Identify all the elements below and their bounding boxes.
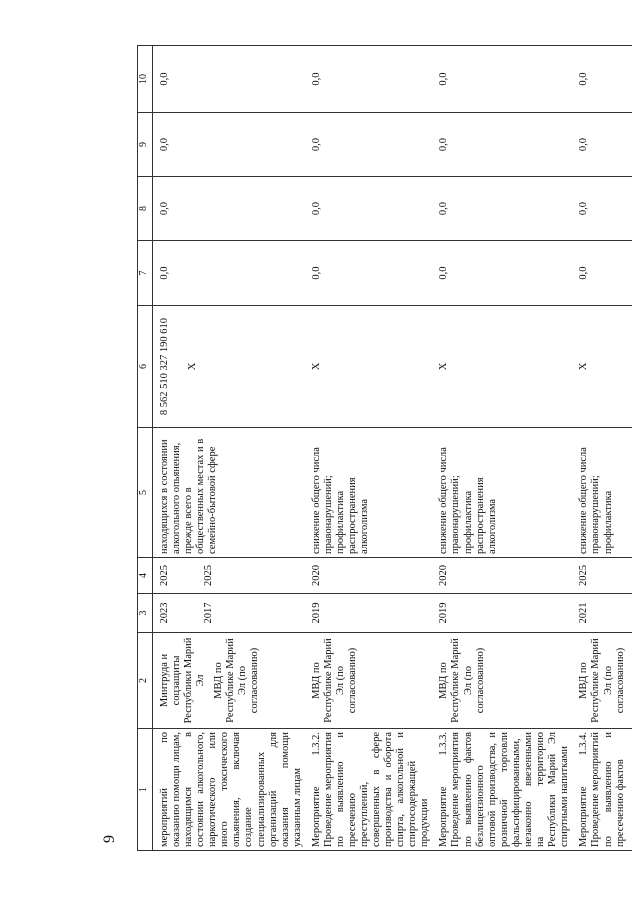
column-header: 10	[138, 46, 153, 113]
column-header: 5	[138, 428, 153, 558]
executor-cell	[153, 633, 305, 729]
measure-description: мероприятий по оказанию помощи лицам, находящимся в состоянии алкогольного, наркотического или иного токсического опьянения, включая создание специализированных организаций для оказания помощи указанным лицам	[153, 729, 305, 851]
end-year: 2025	[572, 558, 632, 594]
measure-description: Мероприятие 1.3.2. Проведение мероприятия по выявлению и пресечению преступлений, совершенных в сфере производства и оборота спирта, алкогольной и спиртосодержащей продукции	[305, 729, 433, 851]
column-header: 7	[138, 241, 153, 306]
end-year: 2025	[159, 565, 170, 586]
value-cell: 0,0	[432, 46, 572, 113]
expected-result: снижение общего числа правонарушений; профилактика распространения алкоголизма	[305, 428, 433, 558]
table-row	[432, 46, 572, 851]
end-year-cell	[153, 558, 305, 594]
value-cell: 0,0	[572, 241, 632, 306]
executor-primary: МВД по Республике Марий Эл (по согласованию)	[432, 633, 572, 729]
executor-primary: МВД по Республике Марий Эл (по согласованию)	[572, 633, 632, 729]
indicator-mark: Х	[572, 306, 632, 428]
expected-result: снижение общего числа правонарушений; профилактика распространения алкоголизма	[432, 428, 572, 558]
indicator-cell	[153, 306, 305, 428]
measure-description: Мероприятие 1.3.4. Проведение мероприятий по выявлению и пресечению фактов	[572, 729, 632, 851]
column-header: 3	[138, 594, 153, 633]
start-year-cell	[153, 594, 305, 633]
column-header: 9	[138, 113, 153, 177]
value-cell: 0,0	[305, 177, 433, 241]
indicator-mark: Х	[187, 362, 199, 371]
table-row	[153, 46, 305, 851]
expected-result: находящихся в состоянии алкогольного опьянения, прежде всего в общественных местах и в семейно-бытовой сфере	[153, 428, 305, 558]
value-cell: 0,0	[572, 113, 632, 177]
end-year: 2020	[432, 558, 572, 594]
end-year: 2020	[305, 558, 433, 594]
indicator-mark: Х	[305, 306, 433, 428]
value-cell: 0,0	[305, 113, 433, 177]
value-cell: 0,0	[153, 177, 305, 241]
indicator-code: 8 562 510 327 190 610	[159, 317, 170, 416]
start-year: 2021	[572, 594, 632, 633]
value-cell: 0,0	[432, 113, 572, 177]
table-header-row	[138, 46, 153, 851]
value-cell: 0,0	[572, 177, 632, 241]
value-cell: 0,0	[572, 46, 632, 113]
table-row	[572, 46, 632, 851]
column-header: 6	[138, 306, 153, 428]
executor-secondary: МВД по Республике Марий Эл (по согласованию)	[213, 638, 261, 723]
column-header: 2	[138, 633, 153, 729]
start-year: 2023	[159, 602, 170, 624]
executor-primary: Минтруда и соцзащиты Республики Марий Эл	[159, 637, 207, 724]
page-number: 9	[101, 835, 118, 843]
column-header: 8	[138, 177, 153, 241]
value-cell: 0,0	[153, 113, 305, 177]
column-header: 1	[138, 729, 153, 851]
expected-result: снижение общего числа правонарушений; профилактика	[572, 428, 632, 558]
end-year: 2025	[203, 565, 215, 586]
measure-description: Мероприятие 1.3.3. Проведение мероприятия по выявлению фактов безлицензионного оптовой производства, и розничной торговли фальсифицированными, незаконно ввезенными на территорию Республики Марий Эл спиртными напитками	[432, 729, 572, 851]
value-cell: 0,0	[432, 241, 572, 306]
value-cell: 0,0	[305, 241, 433, 306]
column-header: 4	[138, 558, 153, 594]
table-row	[305, 46, 433, 851]
value-cell: 0,0	[153, 241, 305, 306]
start-year: 2019	[305, 594, 433, 633]
value-cell: 0,0	[153, 46, 305, 113]
value-cell: 0,0	[305, 46, 433, 113]
start-year: 2017	[203, 602, 215, 624]
executor-primary: МВД по Республике Марий Эл (по согласованию)	[305, 633, 433, 729]
start-year: 2019	[432, 594, 572, 633]
measures-table	[137, 45, 632, 851]
rotated-table-container	[100, 46, 626, 851]
value-cell: 0,0	[432, 177, 572, 241]
indicator-mark: Х	[432, 306, 572, 428]
